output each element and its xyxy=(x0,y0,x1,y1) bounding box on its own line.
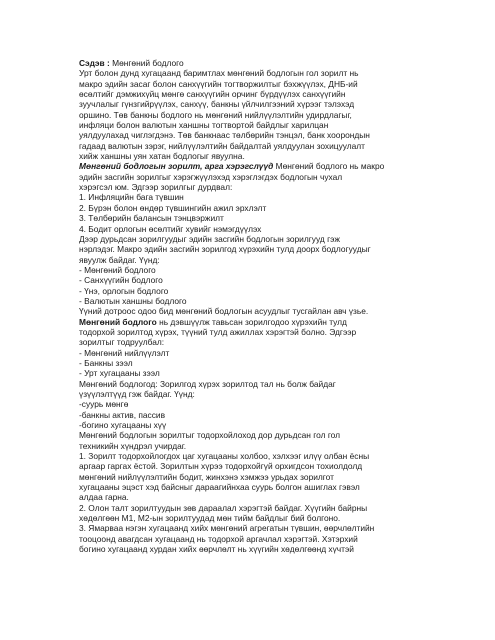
text-segment: Мөнгөний бодлого xyxy=(112,58,184,68)
text-segment: -суурь мөнгө xyxy=(79,399,129,410)
text-line xyxy=(79,523,439,533)
text-line xyxy=(79,327,439,337)
text-line xyxy=(79,410,439,420)
text-line xyxy=(79,513,439,523)
text-line xyxy=(79,534,439,544)
text-line xyxy=(79,368,439,378)
text-segment: -банкны актив, пассив xyxy=(79,409,166,420)
text-segment: хөдөлгөөн М1, М2-ын зорилтуудад мөн тийм байдлыг бий болгоно. xyxy=(79,513,341,524)
text-segment: Мөнгөний бодлогод: Зорилгод хүрэх зорилтод тал нь болж байдаг xyxy=(79,378,336,389)
text-segment: хугацааны эцэст хэд байсныг дараагийнхаа суурь болгон ашиглах гэвэл xyxy=(79,482,360,493)
document-page xyxy=(79,58,439,555)
text-line xyxy=(79,389,439,399)
text-line xyxy=(79,399,439,409)
text-line xyxy=(79,286,439,296)
text-segment: - Банкны зээл xyxy=(79,357,133,368)
text-segment: Мөнгөний бодлого нь макро xyxy=(275,161,385,172)
text-line xyxy=(79,430,439,440)
text-segment: зорилтыг тодруулбал: xyxy=(79,337,165,348)
text-segment: - Мөнгөний нийлүүлэлт xyxy=(79,347,170,358)
emphasized-text: Мөнгөний бодлого xyxy=(79,316,160,327)
text-line xyxy=(79,306,439,316)
text-line xyxy=(79,68,439,78)
text-line xyxy=(79,58,439,68)
text-line xyxy=(79,224,439,234)
text-segment: Үүний дотроос одоо бид мөнгөний бодлогын асуудлыг тусгайлан авч үзье. xyxy=(79,306,369,317)
text-line xyxy=(79,172,439,182)
text-segment: оршино. Төв банкны бодлого нь мөнгөний нийлүүлэлтийн удирдлагыг, xyxy=(79,109,352,120)
text-line xyxy=(79,503,439,513)
text-segment: Мөнгөний бодлогын зорилтыг тодорхойлоход дор дурьдсан гол гол xyxy=(79,430,341,441)
text-line xyxy=(79,182,439,192)
text-segment: хэрэгсэл юм. Эдгээр зорилгыг дурдвал: xyxy=(79,182,233,193)
text-line xyxy=(79,379,439,389)
text-segment: 2. Олон талт зорилтуудын зөв дараалал хэрэгтэй байдаг. Хүүгийн байрны xyxy=(79,502,368,513)
text-segment: - Үнэ, орлогын бодлого xyxy=(79,285,169,296)
text-line xyxy=(79,317,439,327)
text-segment: макро эдийн засаг болон санхүүгийн тогтворжилтыг бэхжүүлэх, ДНБ-ий xyxy=(79,78,358,89)
text-line xyxy=(79,120,439,130)
text-line xyxy=(79,203,439,213)
text-line xyxy=(79,348,439,358)
text-segment: тооцоонд авагдсан хугацаанд нь тодорхой аргачлал хэрэгтэй. Хэтэрхий xyxy=(79,533,358,544)
text-segment: 3. Ямарваа нэгэн хугацаанд хийх мөнгөний агрегатын түвшин, өөрчлөлтийн xyxy=(79,523,375,534)
text-line xyxy=(79,79,439,89)
text-segment: - Мөнгөний бодлого xyxy=(79,264,156,275)
text-segment: 2. Бүрэн болон өндөр түвшингийн ажил эрхлэлт xyxy=(79,202,267,213)
text-segment: аргаар гаргах ёстой. Зорилтын хүрээ тодорхойгүй орхигдсон тохиолдолд xyxy=(79,461,363,472)
text-segment: Дээр дурьдсан зорилгуудыг эдийн засгийн бодлогын зорилгууд гэж xyxy=(79,233,341,244)
text-segment: алдаа гарна. xyxy=(79,492,129,503)
text-line xyxy=(79,461,439,471)
text-segment: үзүүлэлтүүд гэж байдаг. Үүнд: xyxy=(79,389,195,399)
text-segment: - Валютын ханшны бодлого xyxy=(79,295,187,306)
text-segment: өсөлтийг дэмжихүйц мөнгө санхүүгийн орчинг бүрдүүлэх санхүүгийн xyxy=(79,89,346,100)
text-line xyxy=(79,265,439,275)
text-line xyxy=(79,151,439,161)
text-segment: тодорхой зорилтод хүрэх, түүний тулд ажиллах хэрэгтэй болно. Эдгээр xyxy=(79,326,357,337)
emphasized-text: Мөнгөний бодлогын зорилт, арга хэрэгслүүд xyxy=(79,161,276,172)
text-line xyxy=(79,141,439,151)
text-line xyxy=(79,544,439,554)
text-segment: - Урт хугацааны зээл xyxy=(79,368,160,379)
text-segment: техникийн хүндрэл учирдаг. xyxy=(79,440,187,451)
text-line xyxy=(79,213,439,223)
text-segment: явуулж байдаг. Үүнд: xyxy=(79,254,160,265)
text-line xyxy=(79,451,439,461)
text-segment: 4. Бодит орлогын өсөлтийг хувийг нэмэгдүүлэх xyxy=(79,223,262,234)
text-segment: зуучлалыг гүнзгийрүүлэх, санхүү, банкны үйлчилгээний хүрээг тэлэхэд xyxy=(79,99,355,110)
text-line xyxy=(79,296,439,306)
text-segment: Урт болон дунд хугацаанд баримтлах мөнгөний бодлогын гол зорилт нь xyxy=(79,68,359,79)
text-segment: -богино хугацааны хүү xyxy=(79,420,167,431)
text-line xyxy=(79,420,439,430)
text-segment: - Санхүүгийн бодлого xyxy=(79,275,163,286)
text-segment: богино хугацаанд хурдан хийх өөрчлөлт нь хүүгийн хөдөлгөөнд хүчтэй xyxy=(79,544,354,555)
text-line xyxy=(79,492,439,502)
text-line xyxy=(79,192,439,202)
text-line xyxy=(79,130,439,140)
text-line xyxy=(79,234,439,244)
text-line xyxy=(79,472,439,482)
text-segment: инфляци болон валютын ханшны тогтвортой байдлыг харилцан xyxy=(79,120,329,131)
text-segment: гадаад валютын зэрэг, нийлүүлэлтийн байдалтай уялдуулан зохицуулалт xyxy=(79,140,366,151)
text-line xyxy=(79,161,439,171)
text-line xyxy=(79,275,439,285)
text-line xyxy=(79,358,439,368)
text-line xyxy=(79,482,439,492)
text-line xyxy=(79,441,439,451)
text-segment: 1. Инфляцийн бага түвшин xyxy=(79,192,184,203)
text-segment: нэрлэдэг. Макро эдийн засгийн зорилгод хүрэхийн тулд доорх бодлогуудыг xyxy=(79,244,371,255)
text-line xyxy=(79,337,439,347)
text-line xyxy=(79,99,439,109)
text-segment: мөнгөний нийлүүлэлтийн бодит, жинхэнэ хэмжээ урьдах зорилгот xyxy=(79,471,334,482)
text-segment: 3. Төлбөрийн балансын тэнцвэржилт xyxy=(79,213,224,224)
text-line xyxy=(79,255,439,265)
text-segment: нь дэвшүүлж тавьсан зорилгодоо хүрэхийн тулд xyxy=(159,316,347,327)
text-segment: уялдуулахад чиглэгдэнэ. Төв банкнаас төлбөрийн тэнцэл, банк хоорондын xyxy=(79,130,370,141)
text-segment: 1. Зорилт тодорхойлогдох цаг хугацааны холбоо, хэлхээг илүү олбан ёсны xyxy=(79,451,370,462)
text-segment: хийж ханшны уян хатан бодлогыг явуулна. xyxy=(79,151,245,162)
text-line xyxy=(79,244,439,254)
emphasized-text: Сэдэв : xyxy=(79,58,113,68)
text-line xyxy=(79,89,439,99)
text-segment: эдийн засгийн зорилгыг хэрэгжүүлэхэд хэрэглэгдэх бодлогын чухал xyxy=(79,171,343,182)
text-line xyxy=(79,110,439,120)
